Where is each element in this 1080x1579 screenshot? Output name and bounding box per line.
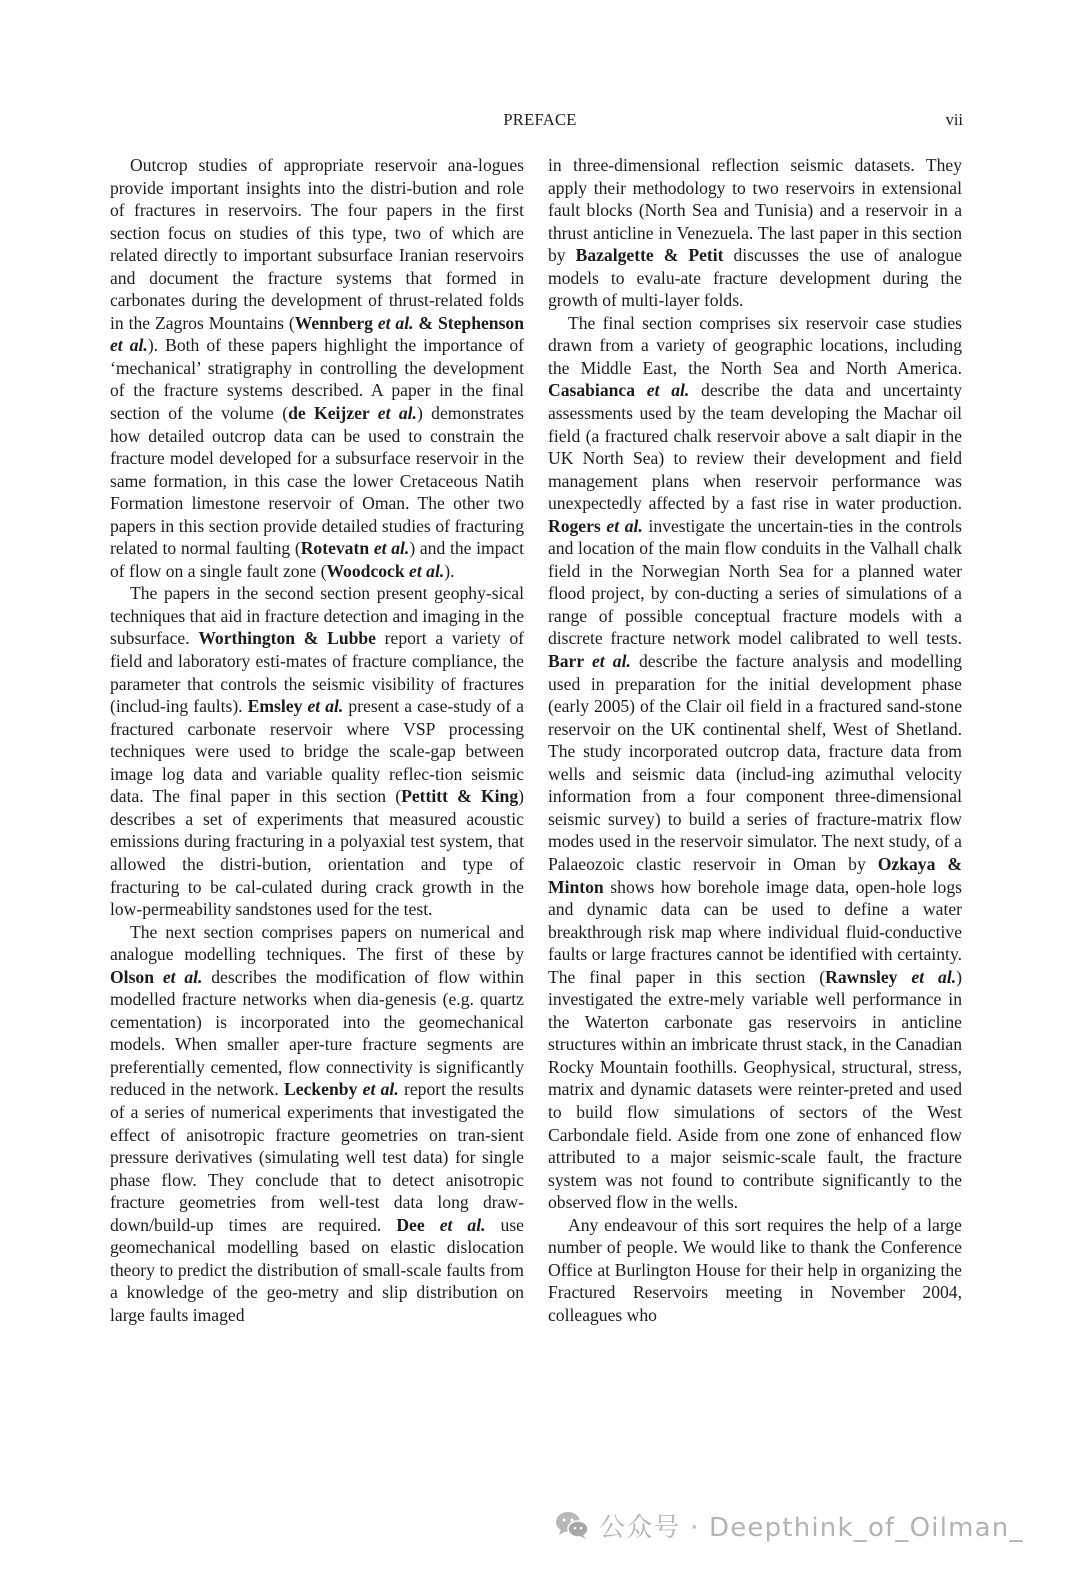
author-name: Rogers (548, 515, 607, 536)
text-run: The final section comprises six reservoir case studies drawn from a variety of geographic locations, including the Middle East, the North Sea and North America. (548, 312, 962, 378)
author-etal: et al. (373, 538, 410, 559)
text-run: Any endeavour of this sort requires the help of a large number of people. We would like to thank the Conference Office at Burlington House for their help in organizing the Fractured Reservoirs meeting in November 2004, colleagues who (548, 1214, 962, 1325)
author-etal: et al. (606, 515, 643, 536)
author-etal: et al. (362, 1079, 399, 1100)
author-name: Emsley (247, 696, 308, 717)
page-number: vii (945, 110, 963, 129)
paragraph (548, 1214, 962, 1327)
paragraph (110, 582, 524, 920)
text-run: ). (444, 560, 455, 581)
paragraph (110, 921, 524, 1327)
text-run: The papers in the second section present geophy-sical techniques that aid in fracture detection and imaging in the subsurface. (110, 583, 524, 649)
text-run: use geomechanical modelling based on elastic dislocation theory to predict the distribution of small-scale faults from a knowledge of the geo-metry and slip distribution on large faults imaged (110, 1214, 524, 1325)
text-run: describe the data and uncertainty assessments used by the team developing the Machar oil field (a fractured chalk reservoir above a salt diapir in the UK North Sea) to review their development and field management plans when reservoir performance was unexpectedly affected by a fast rise in water production. (548, 380, 962, 514)
author-name: Worthington & Lubbe (198, 628, 376, 649)
author-etal: et al. (110, 335, 148, 356)
author-name: Olson (110, 966, 163, 987)
text-run: in three-dimensional reflection seismic datasets. They apply their methodology to two reservoirs in extensional fault blocks (North Sea and Tunisia) and a reservoir in a thrust anticline in Venezuela. The last paper in this section by (548, 155, 962, 266)
text-run: ) and the impact of flow on a single fault zone ( (110, 538, 525, 581)
author-etal: et al. (377, 312, 414, 333)
author-name: de Keijzer (288, 403, 378, 424)
author-etal: et al. (377, 403, 417, 424)
author-name: Leckenby (284, 1079, 363, 1100)
watermark (555, 1504, 1024, 1546)
paragraph (110, 154, 524, 582)
author-etal: et al. (591, 651, 631, 672)
author-name: Ozkaya & Minton (548, 853, 962, 897)
author-name: Bazalgette & Petit (575, 245, 724, 266)
text-run: ). Both of these papers highlight the importance of ‘mechanical’ stratigraphy in controlling the development of the fracture systems described. A paper in the final section of the volume ( (110, 335, 524, 424)
text-run: report the results of a series of numerical experiments that investigated the effect of anisotropic fracture geometries on tran-sient pressure derivatives (simulating well test data) for single phase flow. They conclude that to detect anisotropic fracture geometries from well-test data long draw-down/build-up times are required. (110, 1079, 525, 1235)
author-name: Casabianca (548, 380, 647, 401)
author-etal: et al. (911, 966, 957, 987)
author-name: Woodcock (326, 560, 410, 581)
watermark-text: 公众号 · Deepthink_of_Oilman_ (599, 1512, 1024, 1543)
text-run: Outcrop studies of appropriate reservoir ana-logues provide important insights into the distri-bution and role of fractures in reservoirs. The four papers in the first section focus on studies of this type, two of which are related directly to important subsurface Iranian reservoirs and document the fracture systems that formed in carbonates during the development of thrust-related folds in the Zagros Mountains ( (110, 155, 524, 333)
author-name: Rawnsley (825, 966, 912, 987)
author-name: Wennberg (294, 312, 378, 333)
paragraph (548, 312, 962, 1214)
text-run: ) demonstrates how detailed outcrop data can be used to constrain the fracture model developed for a subsurface reservoir in the same formation, in this case the lower Cretaceous Natih Formation limestone reservoir of Oman. The other two papers in this section provide detailed studies of fracturing related to normal faulting ( (110, 403, 524, 559)
left-column (110, 154, 524, 1326)
text-run: discusses the use of analogue models to evalu-ate fracture development during the growth of multi-layer folds. (548, 245, 962, 311)
wechat-icon (555, 1510, 589, 1540)
text-run: describes the modification of flow within modelled fracture networks when dia-genesis (e.g. quartz cementation) is incorporated into the geomechanical models. When smaller aper-ture fracture segments are preferentially cemented, flow connectivity is significantly reduced in the network. (110, 966, 524, 1100)
text-run: The next section comprises papers on numerical and analogue modelling techniques. The first of these by (110, 921, 524, 965)
author-etal: et al. (439, 1214, 486, 1235)
author-name: Dee (396, 1214, 440, 1235)
author-etal: et al. (162, 966, 203, 987)
text-run: report a variety of field and laboratory esti-mates of fracture compliance, the parameter that controls the seismic visibility of fractures (includ-ing faults). (110, 628, 525, 717)
running-head: PREFACE (503, 110, 577, 129)
text-run: ) describes a set of experiments that measured acoustic emissions during fracturing in a polyaxial test system, that allowed the distri-bution, orientation and type of fracturing to be cal-culated during crack growth in the low-permeability sandstones used for the test. (110, 786, 524, 920)
author-name: Pettitt & King (401, 786, 519, 807)
author-name: Rotevatn (300, 538, 374, 559)
text-run: present a case-study of a fractured carbonate reservoir where VSP processing techniques were used to bridge the scale-gap between image log data and variable quality reflec-tion seismic data. The final paper in this section ( (110, 696, 524, 807)
author-etal: et al. (409, 560, 445, 581)
author-name: & Stephenson (413, 312, 525, 333)
page-header (0, 110, 1080, 134)
text-run: shows how borehole image data, open-hole logs and dynamic data can be used to define a water breakthrough risk map where individual fluid-conductive faults or large fractures cannot be identified with certainty. The final paper in this section ( (548, 876, 962, 987)
author-name: Barr (548, 651, 592, 672)
text-run: investigate the uncertain-ties in the controls and location of the main flow conduits in the Valhall chalk field in the Norwegian North Sea for a planned water flood project, by con-ducting a series of simulations of a range of possible conceptual fracture models with a discrete fracture network model calibrated to well tests. (548, 515, 962, 649)
right-column (548, 154, 962, 1326)
paragraph (548, 154, 962, 312)
text-run: ) investigated the extre-mely variable well performance in the Waterton carbonate gas reservoirs in anticline structures within an imbricate thrust stack, in the Canadian Rocky Mountain foothills. Geophysical, structural, stress, matrix and dynamic datasets were reinter-preted and used to build flow simulations of sectors of the West Carbondale field. Aside from one zone of enhanced flow attributed to a major seismic-scale fault, the fracture system was not found to contribute significantly to the observed flow in the wells. (548, 966, 962, 1213)
text-run: describe the facture analysis and modelling used in preparation for the initial development phase (early 2005) of the Clair oil field in a fractured sand-stone reservoir on the UK continental shelf, West of Shetland. The study incorporated outcrop data, fracture data from wells and seismic data (includ-ing azimuthal velocity information from a four component three-dimensional seismic survey) to build a series of fracture-matrix flow modes used in the reservoir simulator. The next study, of a Palaeozoic clastic reservoir in Oman by (548, 651, 962, 874)
author-etal: et al. (307, 696, 344, 717)
author-etal: et al. (646, 380, 690, 401)
